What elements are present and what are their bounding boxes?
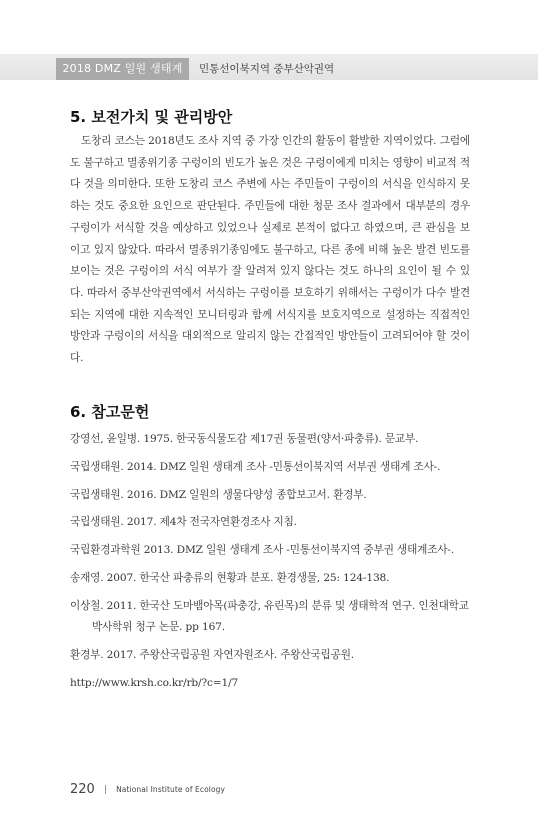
reference-item: 국립환경과학원 2013. DMZ 일원 생태계 조사 -민통선이북지역 중부권 생태계조사-. — [70, 544, 455, 557]
page-header — [0, 0, 538, 97]
header-region-subtitle: 민통선이북지역 중부산악권역 — [199, 63, 335, 75]
header-top-band — [0, 0, 538, 54]
reference-item: 국립생태원. 2017. 제4차 전국자연환경조사 지침. — [70, 516, 297, 529]
reference-url: http://www.krsh.co.kr/rb/?c=1/7 — [70, 676, 239, 689]
reference-item: 송재영. 2007. 한국산 파충류의 현황과 분포. 환경생물, 25: 124-138. — [70, 571, 390, 584]
reference-list — [70, 429, 480, 701]
reference-item: 국립생태원. 2016. DMZ 일원의 생물다양성 종합보고서. 환경부. — [70, 488, 367, 501]
page-footer — [70, 779, 225, 795]
section-5-title: 5. 보전가치 및 관리방안 — [70, 108, 233, 126]
section-6-title: 6. 참고문헌 — [70, 403, 150, 421]
section-5-body — [70, 131, 470, 370]
reference-item: 국립생태원. 2014. DMZ 일원 생태계 조사 -민통선이북지역 서부권 생태계 조사-. — [70, 460, 441, 473]
page-number: 220 — [70, 782, 95, 797]
reference-item: 환경부. 2017. 주왕산국립공원 자연자원조사. 주왕산국립공원. — [70, 649, 355, 662]
footer-publisher: National Institute of Ecology — [116, 785, 226, 794]
reference-item: 이상철. 2011. 한국산 도마뱀아목(파충강, 유린목)의 분류 및 생태학적 연구. 인천대학교 박사학위 청구 논문. pp 167. — [70, 599, 469, 634]
section-5-paragraph: 도창리 코스는 2018년도 조사 지역 중 가장 인간의 활동이 활발한 지역이었다. 그럼에도 불구하고 멸종위기종 구렁이의 빈도가 높은 것은 구렁이에게 미치는 영향이 비교적 적다 것을 의미한다. 또한 도창리 코스 주변에 사는 주민들이 구렁이의 서식을 인식하지 못하는 것도 중요한 요인으로 판단된다. 주민들에 대한 청문 조사 결과에서 대부분의 경우 구렁이가 서식할 것을 예상하고 있었으나 실제로 본적이 없다고 하였으며, 큰 관심을 보이고 있지 않았다. 따라서 멸종위기종임에도 불구하고, 다른 종에 비해 높은 발견 빈도를 보이는 것은 구렁이의 서식 여부가 잘 알려져 있지 않다는 것도 하나의 요인이 될 수 있다. 따라서 중부산악권역에서 서식하는 구렁이를 보호하기 위해서는 구렁이가 다수 발견되는 지역에 대한 지속적인 모니터링과 함께 서식지를 보호지역으로 설정하는 직접적인 방안과 구렁이의 서식을 대외적으로 알리지 않는 간접적인 방안들이 고려되어야 할 것이다. — [70, 135, 470, 365]
header-report-title: 2018 DMZ 일원 생태계 조사 — [56, 58, 189, 80]
reference-item: 강영선, 윤일병. 1975. 한국동식물도감 제17권 동물편(양서·파충류). 문교부. — [70, 433, 419, 445]
footer-separator: | — [103, 784, 107, 795]
